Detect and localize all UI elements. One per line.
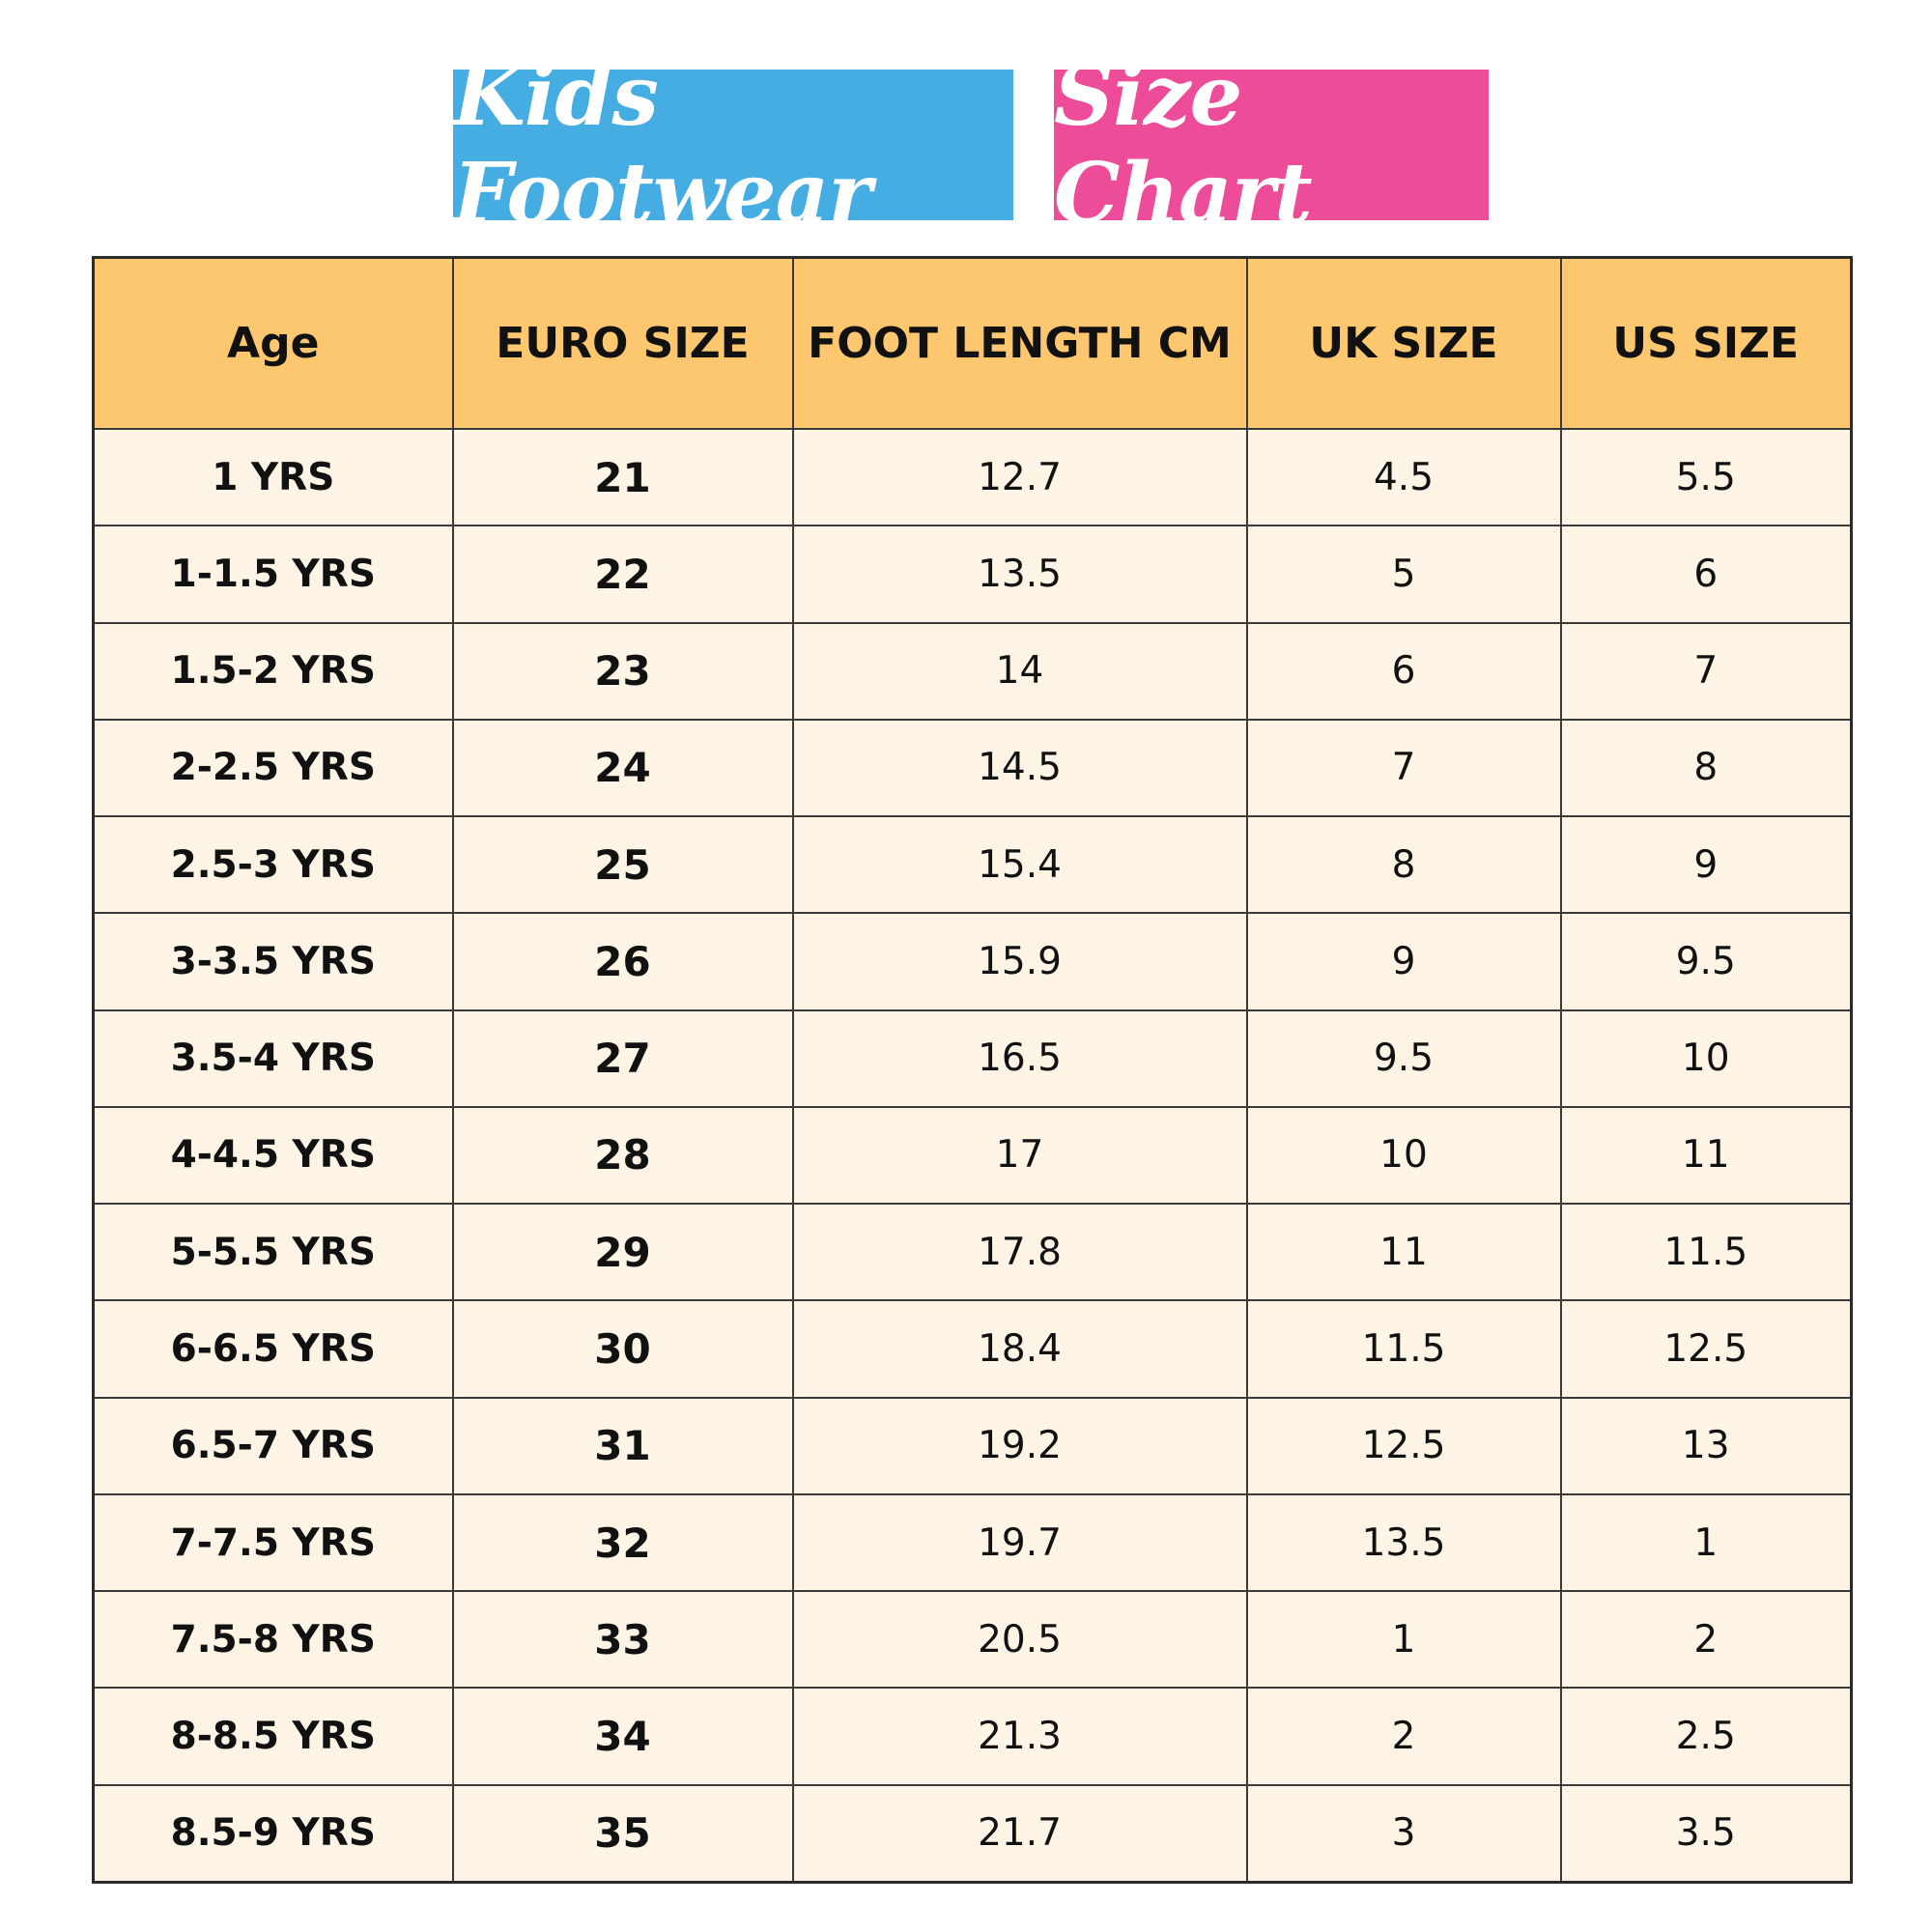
us-size-cell: 11.5 — [1561, 1204, 1852, 1300]
euro-size-cell: 27 — [453, 1010, 793, 1107]
uk-size-cell: 3 — [1247, 1785, 1561, 1883]
table-row — [94, 1398, 1852, 1494]
table-row — [94, 1010, 1852, 1107]
foot-length-cell: 18.4 — [793, 1300, 1247, 1397]
title-part2: Size Chart — [1054, 47, 1312, 242]
age-cell: 3-3.5 YRS — [94, 913, 453, 1009]
uk-size-cell: 11.5 — [1247, 1300, 1561, 1397]
header-row — [94, 258, 1852, 430]
age-cell: 6-6.5 YRS — [94, 1300, 453, 1397]
euro-size-cell: 23 — [453, 623, 793, 720]
uk-size-cell: 1 — [1247, 1591, 1561, 1688]
uk-size-cell: 6 — [1247, 623, 1561, 720]
table-row — [94, 1494, 1852, 1591]
header-age: Age — [94, 258, 453, 430]
header-uk-size: UK SIZE — [1247, 258, 1561, 430]
us-size-cell: 1 — [1561, 1494, 1852, 1591]
us-size-cell: 6 — [1561, 526, 1852, 622]
foot-length-cell: 15.9 — [793, 913, 1247, 1009]
age-cell: 1-1.5 YRS — [94, 526, 453, 622]
us-size-cell: 11 — [1561, 1107, 1852, 1204]
euro-size-cell: 29 — [453, 1204, 793, 1300]
age-cell: 7.5-8 YRS — [94, 1591, 453, 1688]
euro-size-cell: 30 — [453, 1300, 793, 1397]
foot-length-cell: 17.8 — [793, 1204, 1247, 1300]
table-body — [94, 429, 1852, 1883]
euro-size-cell: 33 — [453, 1591, 793, 1688]
age-cell: 7-7.5 YRS — [94, 1494, 453, 1591]
uk-size-cell: 12.5 — [1247, 1398, 1561, 1494]
table-row — [94, 720, 1852, 816]
euro-size-cell: 32 — [453, 1494, 793, 1591]
euro-size-cell: 25 — [453, 816, 793, 913]
table-row — [94, 1300, 1852, 1397]
header-us-size: US SIZE — [1561, 258, 1852, 430]
us-size-cell: 2 — [1561, 1591, 1852, 1688]
uk-size-cell: 7 — [1247, 720, 1561, 816]
table-row — [94, 1785, 1852, 1883]
euro-size-cell: 26 — [453, 913, 793, 1009]
table-row — [94, 1107, 1852, 1204]
us-size-cell: 3.5 — [1561, 1785, 1852, 1883]
foot-length-cell: 15.4 — [793, 816, 1247, 913]
foot-length-cell: 14 — [793, 623, 1247, 720]
uk-size-cell: 2 — [1247, 1688, 1561, 1784]
euro-size-cell: 21 — [453, 429, 793, 526]
age-cell: 8-8.5 YRS — [94, 1688, 453, 1784]
age-cell: 2.5-3 YRS — [94, 816, 453, 913]
euro-size-cell: 28 — [453, 1107, 793, 1204]
uk-size-cell: 5 — [1247, 526, 1561, 622]
age-cell: 6.5-7 YRS — [94, 1398, 453, 1494]
foot-length-cell: 21.3 — [793, 1688, 1247, 1784]
us-size-cell: 5.5 — [1561, 429, 1852, 526]
foot-length-cell: 14.5 — [793, 720, 1247, 816]
uk-size-cell: 8 — [1247, 816, 1561, 913]
us-size-cell: 9 — [1561, 816, 1852, 913]
uk-size-cell: 9.5 — [1247, 1010, 1561, 1107]
title-part1: Kids Footwear — [453, 47, 871, 242]
age-cell: 1 YRS — [94, 429, 453, 526]
header-foot-length: FOOT LENGTH CM — [793, 258, 1247, 430]
us-size-cell: 13 — [1561, 1398, 1852, 1494]
uk-size-cell: 13.5 — [1247, 1494, 1561, 1591]
us-size-cell: 7 — [1561, 623, 1852, 720]
table-row — [94, 913, 1852, 1009]
table-row — [94, 623, 1852, 720]
table-row — [94, 1204, 1852, 1300]
us-size-cell: 12.5 — [1561, 1300, 1852, 1397]
foot-length-cell: 21.7 — [793, 1785, 1247, 1883]
uk-size-cell: 9 — [1247, 913, 1561, 1009]
age-cell: 1.5-2 YRS — [94, 623, 453, 720]
foot-length-cell: 20.5 — [793, 1591, 1247, 1688]
age-cell: 3.5-4 YRS — [94, 1010, 453, 1107]
foot-length-cell: 17 — [793, 1107, 1247, 1204]
us-size-cell: 8 — [1561, 720, 1852, 816]
foot-length-cell: 16.5 — [793, 1010, 1247, 1107]
age-cell: 2-2.5 YRS — [94, 720, 453, 816]
table-row — [94, 429, 1852, 526]
size-chart-table — [92, 256, 1853, 1884]
header-euro-size: EURO SIZE — [453, 258, 793, 430]
table-row — [94, 1591, 1852, 1688]
euro-size-cell: 31 — [453, 1398, 793, 1494]
euro-size-cell: 35 — [453, 1785, 793, 1883]
uk-size-cell: 4.5 — [1247, 429, 1561, 526]
foot-length-cell: 12.7 — [793, 429, 1247, 526]
foot-length-cell: 19.7 — [793, 1494, 1247, 1591]
table-row — [94, 1688, 1852, 1784]
title-banner-size-chart — [1054, 47, 1489, 242]
euro-size-cell: 34 — [453, 1688, 793, 1784]
us-size-cell: 9.5 — [1561, 913, 1852, 1009]
foot-length-cell: 13.5 — [793, 526, 1247, 622]
euro-size-cell: 22 — [453, 526, 793, 622]
euro-size-cell: 24 — [453, 720, 793, 816]
age-cell: 8.5-9 YRS — [94, 1785, 453, 1883]
us-size-cell: 10 — [1561, 1010, 1852, 1107]
uk-size-cell: 11 — [1247, 1204, 1561, 1300]
age-cell: 5-5.5 YRS — [94, 1204, 453, 1300]
table-row — [94, 816, 1852, 913]
title-banner-kids-footwear — [453, 47, 1013, 242]
table-row — [94, 526, 1852, 622]
us-size-cell: 2.5 — [1561, 1688, 1852, 1784]
age-cell: 4-4.5 YRS — [94, 1107, 453, 1204]
foot-length-cell: 19.2 — [793, 1398, 1247, 1494]
uk-size-cell: 10 — [1247, 1107, 1561, 1204]
